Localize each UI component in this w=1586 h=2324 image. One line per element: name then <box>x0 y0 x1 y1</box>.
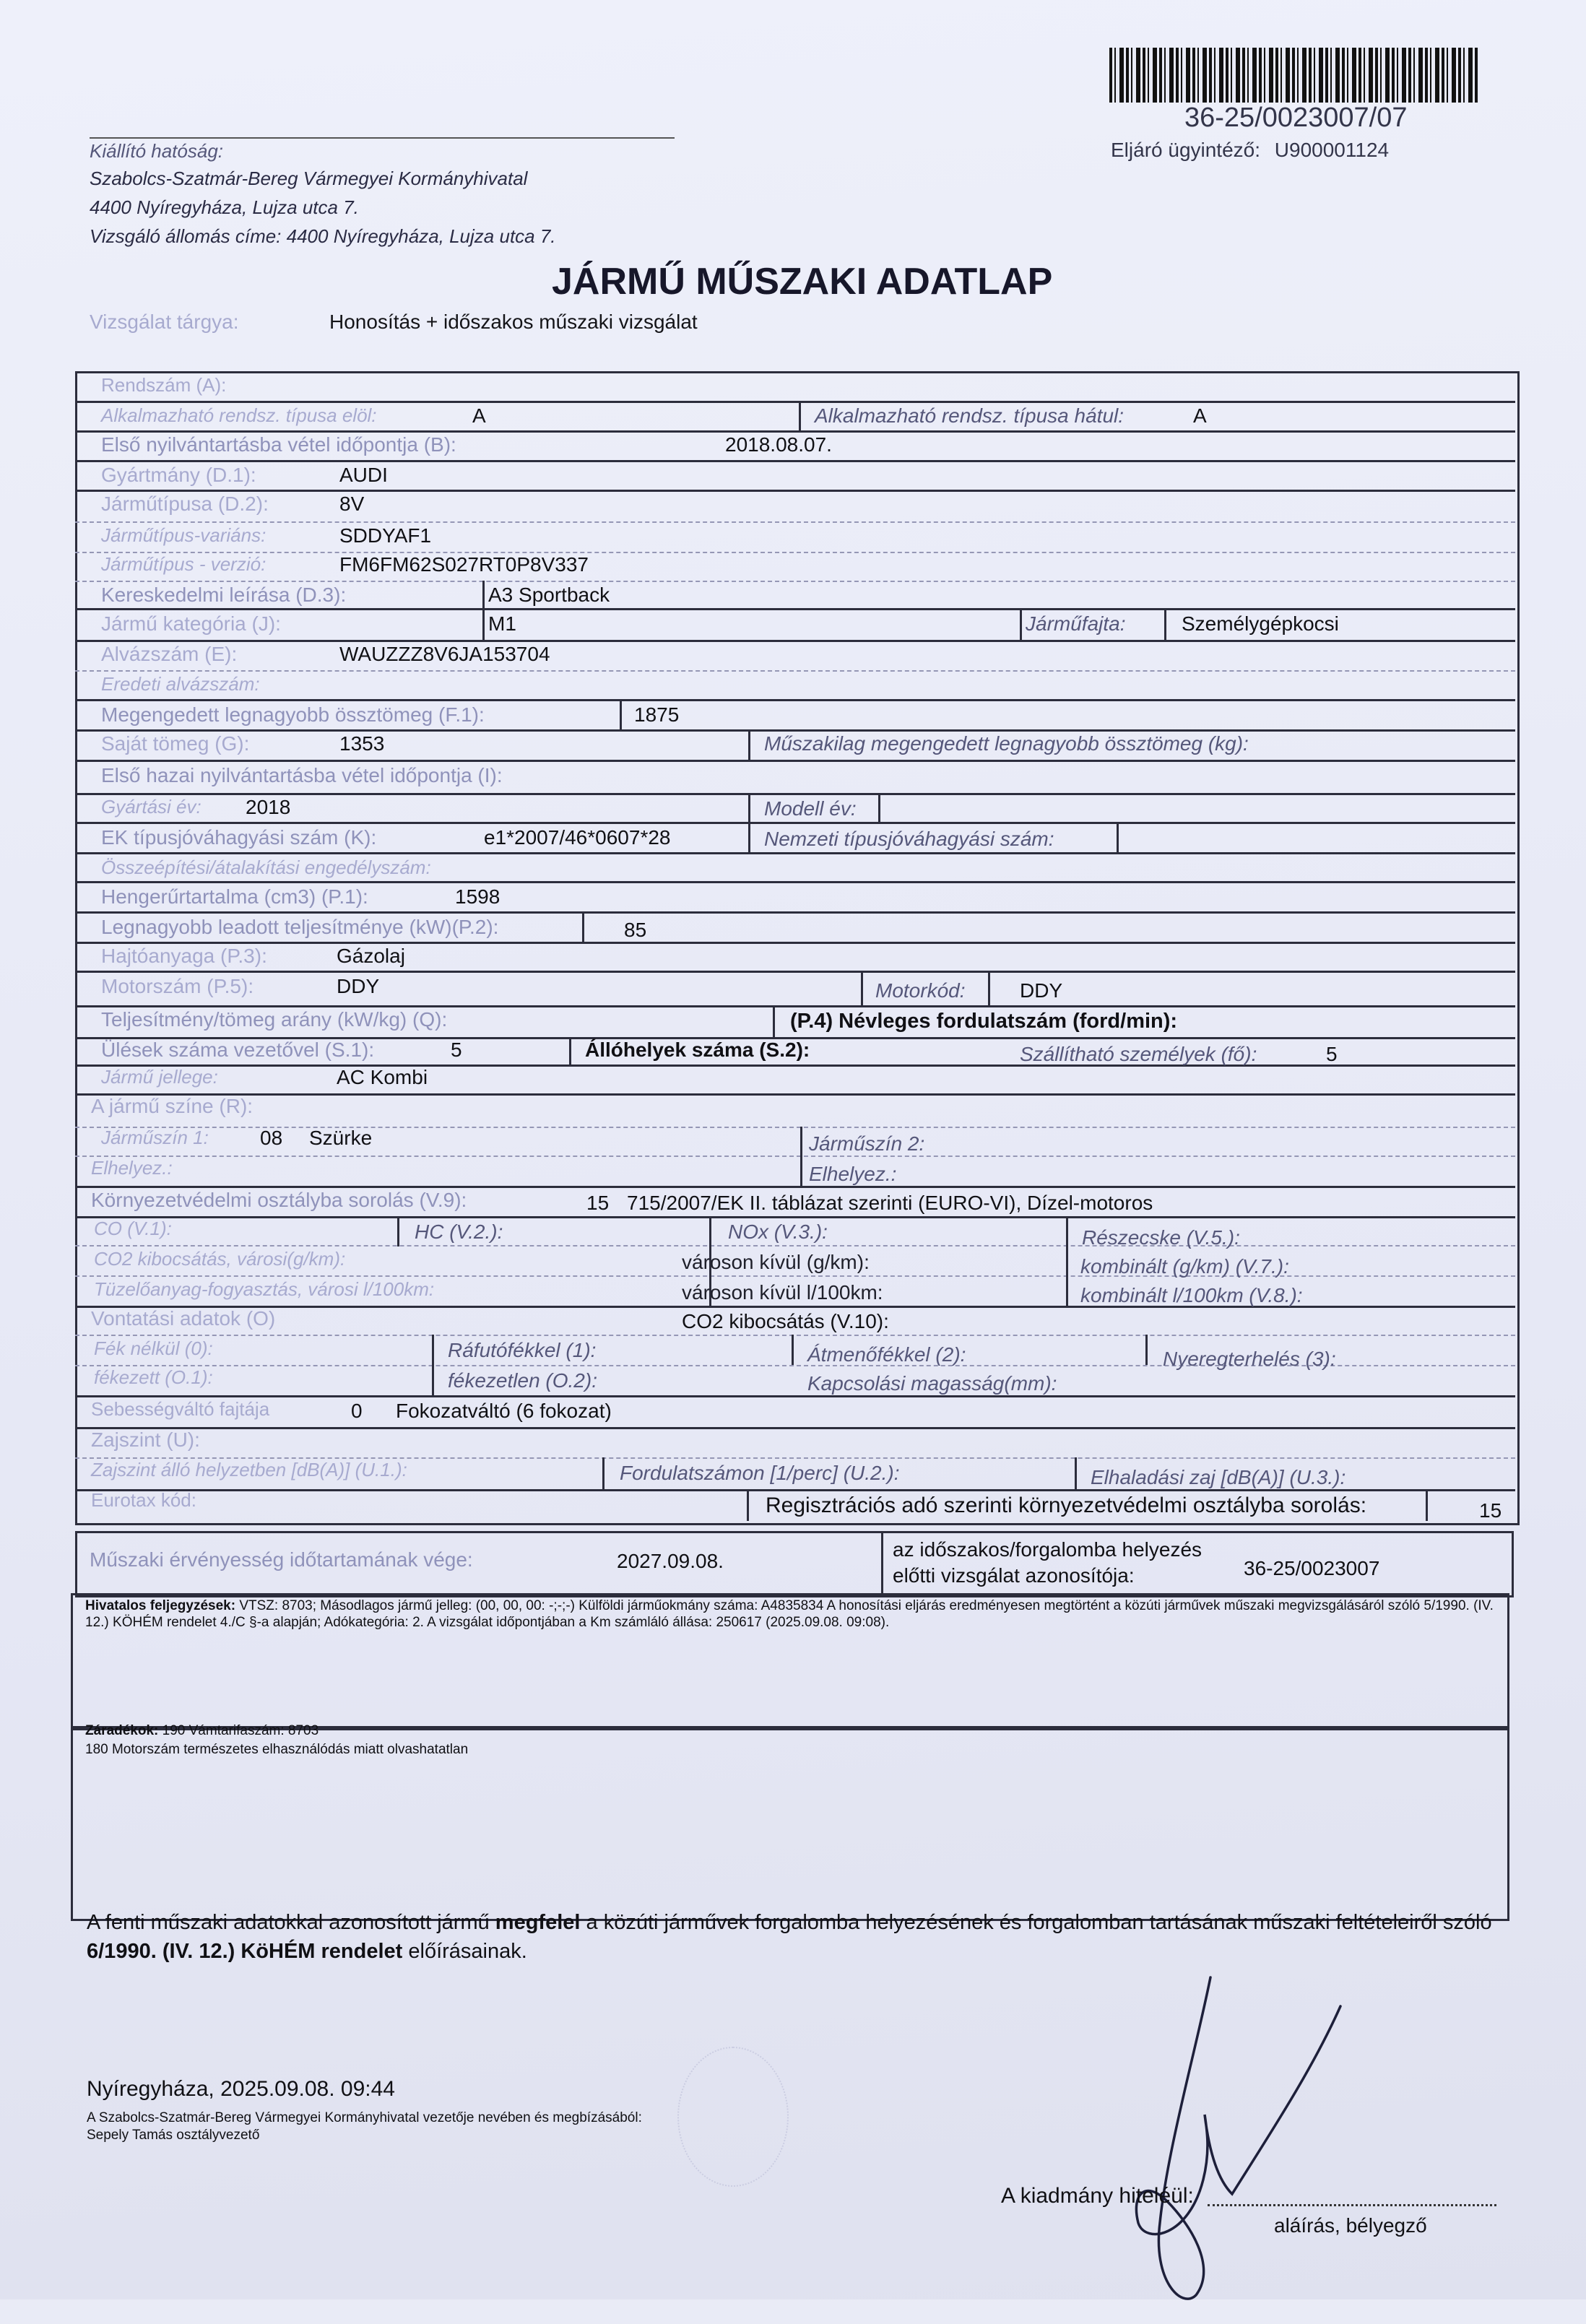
colour-2-label: Járműszín 2: <box>809 1132 925 1155</box>
inspection-id-label-1: az időszakos/forgalomba helyezés <box>893 1538 1202 1561</box>
barcode-number: 36-25/0023007/07 <box>1184 103 1408 133</box>
table-rule <box>75 729 1515 732</box>
seats-value: 5 <box>451 1039 462 1061</box>
fuel-label: Hajtóanyaga (P.3): <box>101 945 267 967</box>
table-rule <box>75 971 1515 973</box>
placement-1-label: Elhelyez.: <box>91 1157 173 1179</box>
table-dashed-rule <box>75 1335 1515 1336</box>
table-divider <box>1075 1457 1077 1489</box>
plate-type-rear-value: A <box>1193 404 1207 427</box>
table-rule <box>75 1395 1515 1397</box>
own-mass-value: 1353 <box>339 732 385 755</box>
reg-tax-env-label: Regisztrációs adó szerinti környezetvédelmi osztályba sorolás: <box>766 1493 1367 1517</box>
passby-noise-label: Elhaladási zaj [dB(A)] (U.3.): <box>1091 1466 1346 1488</box>
original-vin-label: Eredeti alvázszám: <box>101 673 260 695</box>
table-rule <box>75 699 1515 701</box>
displacement-value: 1598 <box>455 885 500 908</box>
engine-code-value: DDY <box>1020 979 1063 1002</box>
table-dashed-rule <box>75 581 1515 582</box>
official-stamp <box>677 2047 789 2187</box>
manufacture-year-label: Gyártási év: <box>101 796 202 818</box>
towing-label: Vontatási adatok (O) <box>91 1307 276 1330</box>
table-rule <box>75 608 1515 610</box>
standing-noise-label: Zajszint álló helyzetben [dB(A)] (U.1.): <box>91 1459 407 1480</box>
statement-part-4: 6/1990. (IV. 12.) KöHÉM rendelet <box>87 1940 403 1963</box>
ec-approval-value: e1*2007/46*0607*28 <box>484 826 671 849</box>
hc-label: HC (V.2.): <box>415 1220 503 1243</box>
version-label: Járműtípus - verzió: <box>101 553 266 575</box>
validity-divider <box>881 1531 883 1593</box>
seats-label: Ülések száma vezetővel (S.1): <box>101 1039 375 1061</box>
table-divider <box>397 1216 399 1246</box>
table-rule <box>75 490 1515 492</box>
fuel-value: Gázolaj <box>337 945 405 967</box>
max-mass-value: 1875 <box>634 703 680 726</box>
engine-code-label: Motorkód: <box>875 979 966 1002</box>
signature-caption: aláírás, bélyegző <box>1274 2214 1427 2237</box>
vehicle-category-label: Jármű kategória (J): <box>101 612 281 635</box>
table-dashed-rule <box>75 521 1515 523</box>
table-dashed-rule <box>75 1245 1515 1246</box>
case-officer-value: U900001124 <box>1274 139 1390 161</box>
co2-combined-label: kombinált (g/km) (V.7.): <box>1080 1255 1289 1278</box>
manufacture-year-value: 2018 <box>246 796 291 818</box>
variant-label: Járműtípus-variáns: <box>101 524 266 546</box>
signatory-note: A Szabolcs-Szatmár-Bereg Vármegyei Kormányhivatal vezetője nevében és megbízásából: <box>87 2110 642 2125</box>
table-rule <box>75 822 1515 824</box>
statement-part-2: megfelel <box>495 1911 581 1934</box>
noise-label: Zajszint (U): <box>91 1428 200 1451</box>
vehicle-kind-label: Járműfajta: <box>1026 612 1126 635</box>
table-divider <box>799 401 801 430</box>
certification-label: A kiadmány hiteléül: <box>1001 2184 1194 2208</box>
national-approval-label: Nemzeti típusjóváhagyási szám: <box>764 828 1054 850</box>
table-rule <box>75 1427 1515 1429</box>
inspection-station: Vizsgáló állomás címe: 4400 Nyíregyháza, Lujza utca 7. <box>90 225 556 247</box>
table-rule <box>75 1186 1515 1188</box>
colour-label: A jármű színe (R): <box>91 1095 254 1117</box>
tech-max-mass-label: Műszakilag megengedett legnagyobb össztömeg (kg): <box>764 732 1249 755</box>
fuel-extra-urban-label: városon kívül l/100km: <box>682 1281 883 1304</box>
unbraked-o2-label: fékezetlen (O.2): <box>448 1369 597 1392</box>
table-divider <box>1164 608 1166 640</box>
colour-1-value: 08 <box>260 1127 283 1149</box>
table-divider <box>773 1005 775 1037</box>
engine-number-value: DDY <box>337 975 380 997</box>
fuel-combined-label: kombinált l/100km (V.8.): <box>1080 1284 1303 1306</box>
table-divider <box>792 1335 794 1365</box>
table-rule <box>75 1005 1515 1007</box>
co-label: CO (V.1): <box>94 1218 172 1239</box>
rated-speed-label: (P.4) Névleges fordulatszám (ford/min): <box>790 1010 1178 1033</box>
passengers-label: Szállítható személyek (fő): <box>1020 1043 1257 1065</box>
gearbox-value: Fokozatváltó (6 fokozat) <box>396 1400 612 1422</box>
co2-extra-urban-label: városon kívül (g/km): <box>682 1251 870 1273</box>
table-divider <box>482 581 485 640</box>
first-domestic-reg-label: Első hazai nyilvántartásba vétel időpontja (I): <box>101 764 503 786</box>
own-mass-label: Saját tömeg (G): <box>101 732 250 755</box>
table-rule <box>75 640 1515 642</box>
conversion-permit-label: Összeépítési/átalakítási engedélyszám: <box>101 857 431 878</box>
unbraked-label: Fék nélkül (0): <box>94 1337 213 1359</box>
rpm-label: Fordulatszámon [1/perc] (U.2.): <box>620 1462 900 1484</box>
env-class-value: 15 <box>586 1192 610 1214</box>
co2-urban-label: CO2 kibocsátás, városi(g/km): <box>94 1248 346 1270</box>
vehicle-kind-value: Személygépkocsi <box>1182 612 1339 635</box>
table-divider <box>861 971 863 1005</box>
max-power-value: 85 <box>624 919 647 941</box>
table-divider <box>1117 822 1119 852</box>
reg-tax-env-value: 15 <box>1479 1499 1502 1522</box>
place-date: Nyíregyháza, 2025.09.08. 09:44 <box>87 2077 395 2101</box>
make-value: AUDI <box>339 464 388 486</box>
table-rule <box>75 881 1515 883</box>
plate-type-front-label: Alkalmazható rendsz. típusa elöl: <box>101 404 377 426</box>
vehicle-type-label: Járműtípusa (D.2): <box>101 493 269 515</box>
vehicle-type-value: 8V <box>339 493 365 515</box>
make-label: Gyártmány (D.1): <box>101 464 256 486</box>
table-rule <box>75 760 1515 762</box>
colour-1-name: Szürke <box>309 1127 373 1149</box>
table-rule <box>75 1093 1515 1096</box>
inspection-id-value: 36-25/0023007 <box>1244 1557 1380 1579</box>
table-divider <box>582 911 584 942</box>
table-rule <box>75 793 1515 795</box>
co2-10-label: CO2 kibocsátás (V.10): <box>682 1310 889 1332</box>
power-mass-ratio-label: Teljesítmény/tömeg arány (kW/kg) (Q): <box>101 1008 448 1031</box>
clauses-label: Záradékok: <box>85 1723 159 1738</box>
trade-name-value: A3 Sportback <box>488 584 610 606</box>
trade-name-label: Kereskedelmi leírása (D.3): <box>101 584 347 606</box>
issuer-name: Szabolcs-Szatmár-Bereg Vármegyei Kormányhivatal <box>90 168 528 189</box>
nox-label: NOx (V.3.): <box>728 1220 828 1243</box>
saddle-load-label: Nyeregterhelés (3): <box>1163 1348 1336 1370</box>
plate-type-rear-label: Alkalmazható rendsz. típusa hátul: <box>815 404 1124 427</box>
signatory-name: Sepely Tamás osztályvezető <box>87 2128 260 2143</box>
inspection-subject-label: Vizsgálat tárgya: <box>90 311 239 333</box>
validity-label: Műszaki érvényesség időtartamának vége: <box>90 1548 473 1571</box>
table-divider <box>1020 608 1022 640</box>
vin-label: Alvázszám (E): <box>101 643 238 665</box>
table-divider <box>748 729 750 760</box>
handwritten-signature <box>1124 1963 1369 2324</box>
issuer-top-rule <box>90 137 675 139</box>
max-power-label: Legnagyobb leadott teljesítménye (kW)(P.2): <box>101 916 499 938</box>
table-divider <box>432 1335 434 1395</box>
table-divider <box>602 1457 604 1489</box>
coupling-height-label: Kapcsolási magasság(mm): <box>807 1372 1057 1395</box>
table-rule <box>75 401 1515 403</box>
inspection-id-label-2: előtti vizsgálat azonosítója: <box>893 1564 1135 1587</box>
clauses-line-2: 180 Motorszám természetes elhasználódás miatt olvashatatlan <box>85 1742 469 1757</box>
table-divider <box>747 1489 749 1521</box>
eurotax-label: Eurotax kód: <box>91 1489 196 1511</box>
table-divider <box>620 699 622 729</box>
body-type-label: Jármű jellege: <box>101 1066 218 1088</box>
issuer-label: Kiállító hatóság: <box>90 140 224 162</box>
table-rule <box>75 852 1515 854</box>
table-divider <box>1066 1216 1068 1306</box>
table-dashed-rule <box>75 1275 1515 1277</box>
reg-plate-label: Rendszám (A): <box>101 374 227 396</box>
signature-line <box>1208 2204 1496 2206</box>
through-brake-label: Átmenőfékkel (2): <box>807 1343 966 1366</box>
vin-value: WAUZZZ8V6JA153704 <box>339 643 550 665</box>
first-registration-label: Első nyilvántartásba vétel időpontja (B): <box>101 433 456 456</box>
table-rule <box>75 911 1515 914</box>
table-dashed-rule <box>75 670 1515 672</box>
official-notes <box>85 1597 1494 1631</box>
table-rule <box>75 942 1515 944</box>
table-rule <box>75 1216 1515 1218</box>
body-type-value: AC Kombi <box>337 1066 428 1088</box>
table-rule <box>75 1489 1515 1491</box>
first-registration-value: 2018.08.07. <box>725 433 832 456</box>
table-dashed-rule <box>75 1127 1515 1128</box>
env-class-description: 715/2007/EK II. táblázat szerinti (EURO-VI), Dízel-motoros <box>627 1192 1153 1214</box>
passengers-value: 5 <box>1326 1043 1338 1065</box>
gearbox-code: 0 <box>351 1400 363 1422</box>
model-year-label: Modell év: <box>764 797 857 820</box>
official-notes-label: Hivatalos feljegyzések: <box>85 1598 236 1613</box>
inspection-subject-value: Honosítás + időszakos műszaki vizsgálat <box>329 311 698 333</box>
statement-part-1: A fenti műszaki adatokkal azonosított jármű <box>87 1911 495 1934</box>
table-rule <box>75 1065 1515 1067</box>
table-rule <box>75 460 1515 462</box>
fuel-urban-label: Tüzelőanyag-fogyasztás, városi l/100km: <box>94 1278 435 1300</box>
table-divider <box>878 793 880 823</box>
braked-label: fékezett (O.1): <box>94 1366 213 1388</box>
table-dashed-rule <box>75 1156 1515 1157</box>
table-rule <box>75 430 1515 433</box>
env-class-label: Környezetvédelmi osztályba sorolás (V.9): <box>91 1189 467 1211</box>
case-officer <box>1111 139 1389 162</box>
particulate-label: Részecske (V.5.): <box>1082 1226 1240 1249</box>
max-mass-label: Megengedett legnagyobb össztömeg (F.1): <box>101 703 485 726</box>
variant-value: SDDYAF1 <box>339 524 432 547</box>
displacement-label: Hengerűrtartalma (cm3) (P.1): <box>101 885 368 908</box>
issuer-address: 4400 Nyíregyháza, Lujza utca 7. <box>90 196 359 218</box>
table-divider <box>748 793 750 852</box>
colour-1-label: Járműszín 1: <box>101 1127 209 1148</box>
statement-part-5: előírásainak. <box>402 1940 527 1963</box>
official-notes-text: VTSZ: 8703; Másodlagos jármű jelleg: (00, 00, 00: -;-;-) Külföldi járműokmány száma: A4835834 A honosítási eljárás eredményesen megtörtént a közúti járművek műszaki megvizsgálásáról szóló 5/1990. (IV. 12.) KÖHÉM rendelet 4./C §-a alapján; Adókategória: 2. A vizsgálat időpontjában a Km számláló állása: 250617 (2025.09.08. 09:08). <box>85 1598 1494 1630</box>
clauses <box>85 1723 318 1739</box>
engine-number-label: Motorszám (P.5): <box>101 975 254 997</box>
table-divider <box>800 1127 802 1186</box>
gearbox-label: Sebességváltó fajtája <box>91 1398 270 1420</box>
table-divider <box>1426 1489 1428 1521</box>
vehicle-category-value: M1 <box>488 612 516 635</box>
table-divider <box>988 971 990 1005</box>
overrun-brake-label: Ráfutófékkel (1): <box>448 1339 597 1361</box>
placement-2-label: Elhelyez.: <box>809 1163 897 1185</box>
case-officer-label: Eljáró ügyintéző: <box>1111 139 1261 161</box>
table-divider <box>569 1037 571 1065</box>
ec-approval-label: EK típusjóváhagyási szám (K): <box>101 826 377 849</box>
statement-part-3: a közúti járművek forgalomba helyezésének és forgalomban tartásának műszaki feltételeiről szóló <box>580 1911 1492 1934</box>
conformity-statement <box>87 1908 1502 1966</box>
validity-value: 2027.09.08. <box>617 1550 724 1572</box>
standing-places-label: Állóhelyek száma (S.2): <box>585 1039 810 1061</box>
plate-type-front-value: A <box>472 404 486 427</box>
table-dashed-rule <box>75 552 1515 553</box>
version-value: FM6FM62S027RT0P8V337 <box>339 553 589 576</box>
clauses-line-1: 190 Vámtarifaszám: 8703 <box>162 1723 319 1738</box>
barcode <box>1109 48 1479 103</box>
document-title: JÁRMŰ MŰSZAKI ADATLAP <box>552 261 1053 303</box>
table-divider <box>1145 1335 1148 1365</box>
